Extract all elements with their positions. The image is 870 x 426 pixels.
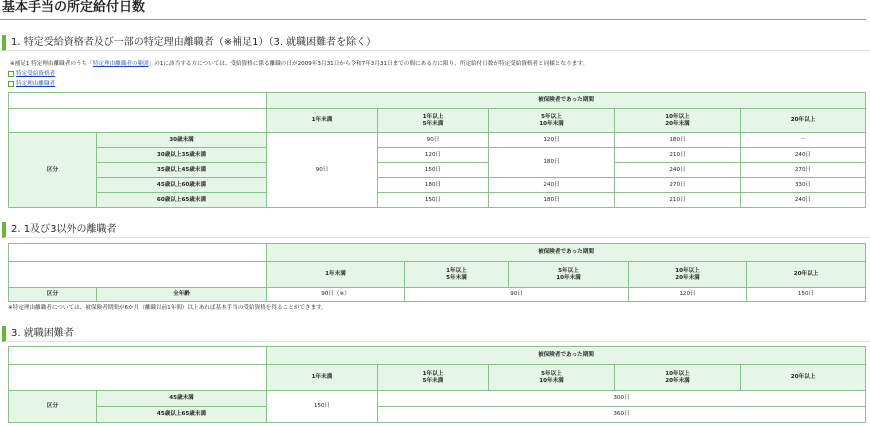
col-header: 10年以上 20年未満 <box>615 365 741 391</box>
cell-value: 90日 <box>405 288 629 302</box>
cell-value: 120日 <box>489 133 615 148</box>
period-header: 被保険者であった期間 <box>267 93 866 109</box>
section-3-table <box>8 346 866 423</box>
section-2-table <box>8 243 866 302</box>
section-1-heading: 1. 特定受給資格者及び一部の特定理由離職者（※補足1）（3. 就職困難者を除く） <box>2 35 870 51</box>
page-title: 基本手当の所定給付日数 <box>2 0 146 15</box>
col-header: 1年以上 5年未満 <box>378 365 489 391</box>
col-header: 5年以上 10年未満 <box>489 365 615 391</box>
age-label: 30歳以上35歳未満 <box>97 148 267 163</box>
cell-value: 90日 <box>378 133 489 148</box>
cell-value: 120日 <box>629 288 747 302</box>
note-prefix: ※補足1 特定理由離職者のうち「 <box>10 61 93 67</box>
cell-value: 210日 <box>615 148 741 163</box>
section-3-heading: 3. 就職困難者 <box>2 326 870 342</box>
cell-value: 240日 <box>489 178 615 193</box>
age-label: 45歳未満 <box>97 391 267 407</box>
bullet-icon <box>8 81 14 87</box>
section-2-footnote: ※特定理由離職者については、被保険者期間が6か月（離職以前1年間）以上あれば基本手当の受給資格を得ることができます。 <box>8 305 327 311</box>
col-header: 20年以上 <box>741 109 866 133</box>
age-label: 45歳以上60歳未満 <box>97 178 267 193</box>
col-header: 5年以上 10年未満 <box>489 109 615 133</box>
cell-value: 180日 <box>615 133 741 148</box>
col-header: 20年以上 <box>741 365 866 391</box>
row-group-label: 区分 <box>9 288 97 302</box>
link-tokutei-jukyu[interactable]: 特定受給資格者 <box>8 70 55 78</box>
age-label: 30歳未満 <box>97 133 267 148</box>
row-group-label: 区分 <box>9 391 97 423</box>
section-2-heading: 2. 1及び3以外の離職者 <box>2 222 870 238</box>
note-suffix: 」の1に該当する方については、受給資格に係る離職の日が2009年3月31日から令和7年3月31日までの間にある方に限り、所定給付日数が特定受給資格者と同様となります。 <box>148 61 589 67</box>
bullet-icon <box>8 71 14 77</box>
col-header: 1年以上 5年未満 <box>378 109 489 133</box>
age-label: 60歳以上65歳未満 <box>97 193 267 208</box>
cell-value: 270日 <box>615 178 741 193</box>
row-group-label: 区分 <box>9 133 97 208</box>
cell-value: 180日 <box>378 178 489 193</box>
col-header: 1年未満 <box>267 262 405 288</box>
corner-cell <box>9 244 267 262</box>
cell-value: 210日 <box>615 193 741 208</box>
cell-value: － <box>741 133 866 148</box>
period-header: 被保険者であった期間 <box>267 244 866 262</box>
cell-value: 270日 <box>741 163 866 178</box>
age-label: 全年齢 <box>97 288 267 302</box>
cell-value: 180日 <box>489 193 615 208</box>
col-header: 10年以上 20年未満 <box>615 109 741 133</box>
corner-cell <box>9 109 267 133</box>
section-1-table <box>8 92 866 208</box>
col-header: 1年未満 <box>267 109 378 133</box>
col-header: 20年以上 <box>747 262 866 288</box>
age-label: 45歳以上65歳未満 <box>97 407 267 423</box>
cell-value: 240日 <box>741 193 866 208</box>
col-header: 1年未満 <box>267 365 378 391</box>
col-header: 5年以上 10年未満 <box>509 262 629 288</box>
note-range-link[interactable]: 特定理由離職者の範囲 <box>92 61 149 67</box>
link-tokutei-riyu[interactable]: 特定理由離職者 <box>8 80 55 88</box>
corner-cell <box>9 262 267 288</box>
cell-value: 300日 <box>378 391 866 407</box>
cell-value: 120日 <box>378 148 489 163</box>
corner-cell <box>9 365 267 391</box>
cell-value: 360日 <box>378 407 866 423</box>
cell-value: 90日（※） <box>267 288 405 302</box>
cell-value: 240日 <box>741 148 866 163</box>
cell-value: 150日 <box>747 288 866 302</box>
cell-value: 150日 <box>378 193 489 208</box>
cell-value: 150日 <box>267 391 378 423</box>
period-header: 被保険者であった期間 <box>267 347 866 365</box>
cell-value: 150日 <box>378 163 489 178</box>
corner-cell <box>9 93 267 109</box>
section-1-note <box>10 60 588 68</box>
cell-value: 90日 <box>267 133 378 208</box>
col-header: 1年以上 5年未満 <box>405 262 509 288</box>
cell-value: 330日 <box>741 178 866 193</box>
corner-cell <box>9 347 267 365</box>
col-header: 10年以上 20年未満 <box>629 262 747 288</box>
title-divider <box>0 19 866 20</box>
age-label: 35歳以上45歳未満 <box>97 163 267 178</box>
cell-value: 240日 <box>615 163 741 178</box>
cell-value: 180日 <box>489 148 615 178</box>
